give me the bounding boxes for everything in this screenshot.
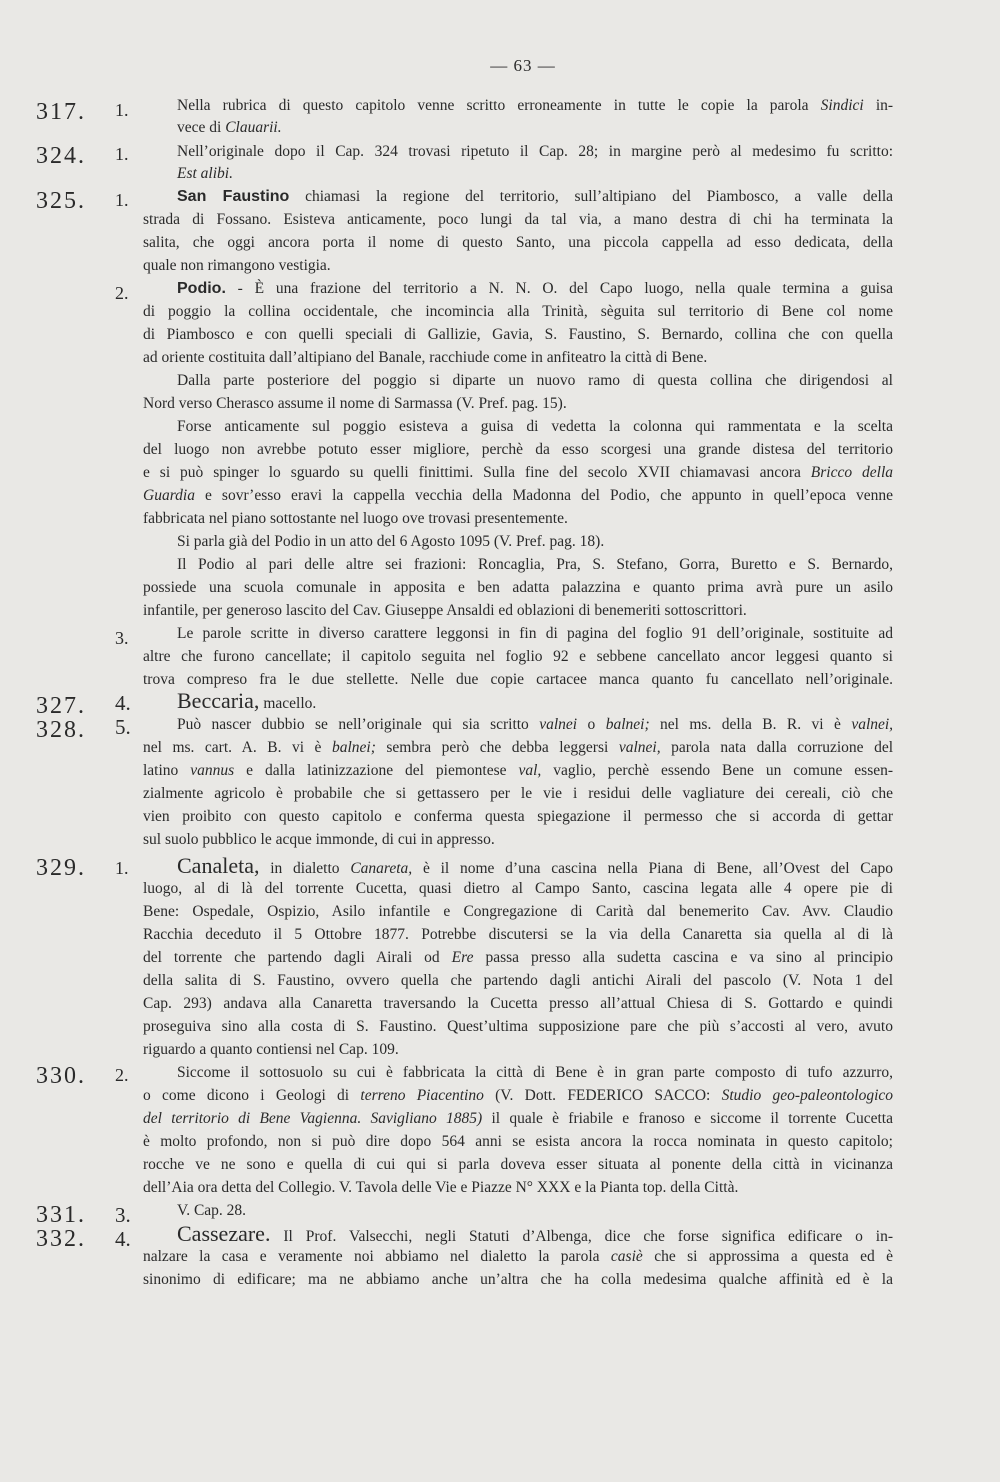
- text-line: ad oriente costituita dall’altipiano del Banale, racchiude come in anfiteatro la città di Bene.: [143, 349, 708, 366]
- text-line: trova compreso fra le due stellette. Nelle due copie cartacee manca quanto fu cancellato nell’originale.: [143, 671, 893, 688]
- text-line: del luogo non avrebbe potuto esser migliore, perchè da esso scorgesi una grande distesa del territorio: [143, 441, 893, 458]
- note-number: 5.: [115, 715, 131, 739]
- note-number: 1.: [115, 100, 129, 120]
- chapter-number: 329.: [36, 855, 86, 881]
- text-line: Nell’originale dopo il Cap. 324 trovasi ripetuto il Cap. 28; in margine però al medesimo fu scritto:: [177, 143, 893, 160]
- text-line: Est alibi.: [177, 165, 233, 182]
- chapter-number: 331.: [36, 1202, 86, 1228]
- text-line: vien proibito con questo capitolo e conferma questa spiegazione il permesso che si accorda di gettar: [143, 808, 893, 825]
- chapter-number: 317.: [36, 99, 86, 125]
- text-line: luogo, al di là del torrente Cucetta, quasi dietro al Campo Santo, cascina legata alle 4 opere pie di: [143, 880, 893, 897]
- note-number: 3.: [115, 628, 129, 648]
- text-line: sinonimo di edificare; ma ne abbiamo anche un’altra che ha colla medesima qualche affinità ed è la: [143, 1271, 893, 1288]
- text-line: quale non rimangono vestigia.: [143, 257, 331, 274]
- text-line: Il Podio al pari delle altre sei frazioni: Roncaglia, Pra, S. Stefano, Gorra, Buretto e S. Bernardo,: [177, 556, 893, 573]
- chapter-number: 327.: [36, 693, 86, 719]
- text-line: V. Cap. 28.: [177, 1202, 247, 1219]
- text-line: Si parla già del Podio in un atto del 6 Agosto 1095 (V. Pref. pag. 18).: [177, 533, 605, 550]
- text-line: sul suolo pubblico le acque immonde, di cui in appresso.: [143, 831, 495, 848]
- text-line: Beccaria, macello.: [177, 688, 317, 713]
- text-line: rocche ve ne sono e quella di cui qui si parla doveva esser situata al ponente della città in vicinanza: [143, 1156, 893, 1173]
- text-line: del territorio di Bene Vagienna. Savigliano 1885) il quale è friabile e franoso e siccome il torrente Cucetta: [143, 1110, 893, 1127]
- chapter-number: 328.: [36, 717, 86, 743]
- note-number: 4.: [115, 691, 131, 715]
- entry-heading: Podio.: [177, 280, 226, 297]
- note-number: 3.: [115, 1203, 131, 1227]
- text-line: Nella rubrica di questo capitolo venne scritto erroneamente in tutte le copie la parola Sindici in-: [177, 97, 894, 114]
- entry-heading: Cassezare.: [177, 1221, 271, 1246]
- text-line: Cassezare. Il Prof. Valsecchi, negli Statuti d’Albenga, dice che forse significa edificare o in-: [177, 1221, 894, 1246]
- text-line: riguardo a quanto contiensi nel Cap. 109.: [143, 1041, 399, 1058]
- text-line: zialmente agricolo è probabile che si gettassero per le vie i residui delle vagliature dei cereali, ciò che: [143, 785, 893, 802]
- text-line: infantile, per generoso lascito del Cav. Giuseppe Ansaldi ed oblazioni di benemeriti sottoscrittori.: [143, 602, 747, 619]
- text-line: Canaleta, in dialetto Canareta, è il nome d’una cascina nella Piana di Bene, all’Ovest del Capo: [177, 853, 893, 878]
- text-line: fabbricata nel piano sottostante nel luogo ove trovasi presentemente.: [143, 510, 568, 527]
- text-line: Le parole scritte in diverso carattere leggonsi in fin di pagina del foglio 91 dell’originale, sostituite ad: [177, 625, 893, 642]
- text-line: di poggio la collina occidentale, che incomincia alla Trinità, sèguita sul territorio di Bene col nome: [143, 303, 893, 320]
- text-line: altre che furono cancellate; il capitolo seguita nel foglio 92 e sebbene cancellato ancor leggesi quanto si: [143, 648, 893, 665]
- text-line: di Piambosco e con quelli speciali di Gallizie, Gavia, S. Faustino, S. Bernardo, collina che con quella: [143, 326, 893, 343]
- chapter-number: 330.: [36, 1063, 86, 1089]
- page-number: — 63 —: [490, 56, 556, 75]
- note-number: 2.: [115, 283, 129, 303]
- text-line: Dalla parte posteriore del poggio si diparte un nuovo ramo di questa collina che dirigendosi al: [177, 372, 893, 389]
- text-line: salita, che oggi ancora porta il nome di questo Santo, una piccola cappella ad esso dedicata, della: [143, 234, 893, 251]
- text-line: è molto profondo, non si può dire dopo 564 anni se esista ancora la rocca nominata in questo capitolo;: [143, 1133, 893, 1150]
- note-number: 1.: [115, 190, 129, 210]
- text-line: proseguiva sino alla costa di S. Faustino. Quest’ultima supposizione pare che più s’accosti al vero, avuto: [143, 1018, 893, 1035]
- text-line: Racchia deceduto il 5 Ottobre 1877. Potrebbe discutersi se la via della Canaretta sia quella al di là: [143, 926, 893, 943]
- text-line: latino vannus e dalla latinizzazione del piemontese val, vaglio, perchè essendo Bene un comune essen-: [143, 762, 894, 779]
- note-number: 1.: [115, 858, 129, 878]
- text-line: Cap. 293) andava alla Canaretta traversando la Cucetta presso all’attual Chiesa di S. Gottardo e quindi: [143, 995, 893, 1012]
- text-line: Guardia e sovr’esso eravi la cappella vecchia della Madonna del Podio, che appunto in quell’epoca venne: [143, 487, 893, 504]
- text-line: della salita di S. Faustino, ovvero quella che partendo dagli antichi Airali del pascolo (V. Nota 1 del: [143, 972, 893, 989]
- text-line: nalzare la casa e veramente noi abbiamo nel dialetto la parola casiè che si approssima a questa ed è: [143, 1248, 894, 1265]
- entry-heading: Canaleta,: [177, 853, 260, 878]
- text-line: nel ms. cart. A. B. vi è balnei; sembra però che debba leggersi valnei, parola nata dalla corruzione del: [143, 739, 894, 756]
- entry-heading: Beccaria,: [177, 688, 260, 713]
- text-line: Podio. - È una frazione del territorio a N. N. O. del Capo luogo, nella quale termina a guisa: [177, 280, 893, 297]
- text-line: strada di Fossano. Esisteva anticamente, poco lungi da tal via, a mano destra di chi ha terminata la: [143, 211, 893, 228]
- chapter-number: 325.: [36, 188, 86, 214]
- entry-heading: San Faustino: [177, 188, 290, 205]
- chapter-number: 324.: [36, 143, 86, 169]
- text-line: Bene: Ospedale, Ospizio, Asilo infantile e Congregazione di Carità dal benemerito Cav. Avv. Claudio: [143, 903, 893, 920]
- text-line: San Faustino chiamasi la regione del territorio, sull’altipiano del Piambosco, a valle della: [177, 188, 894, 205]
- note-number: 2.: [115, 1065, 129, 1085]
- text-line: e si può spinger lo sguardo su quelli finittimi. Sulla fine del secolo XVII chiamavasi ancora Bricco della: [143, 464, 894, 481]
- text-line: dell’Aia ora detta del Collegio. V. Tavola delle Vie e Piazze N° XXX e la Pianta top. della Città.: [143, 1179, 739, 1196]
- text-line: Nord verso Cherasco assume il nome di Sarmassa (V. Pref. pag. 15).: [143, 395, 567, 412]
- chapter-number: 332.: [36, 1226, 86, 1252]
- text-line: possiede una scuola comunale in apposita e ben adatta palazzina e quanto prima avrà pure un asilo: [143, 579, 893, 596]
- text-line: vece di Clauarii.: [177, 119, 282, 136]
- note-number: 1.: [115, 144, 129, 164]
- text-line: Può nascer dubbio se nell’originale qui sia scritto valnei o balnei; nel ms. della B. R. vi è valnei,: [177, 716, 894, 733]
- text-line: Forse anticamente sul poggio esisteva a guisa di vedetta la colonna qui rammentata e la scelta: [177, 418, 893, 435]
- text-line: o come dicono i Geologi di terreno Piacentino (V. Dott. FEDERICO SACCO: Studio geo-paleontologico: [143, 1087, 894, 1104]
- text-line: del torrente che partendo dagli Airali od Ere passa presso alla sudetta cascina e va sino al principio: [143, 949, 893, 966]
- note-number: 4.: [115, 1227, 131, 1251]
- text-line: Siccome il sottosuolo su cui è fabbricata la città di Bene è in gran parte composto di tufo azzurro,: [177, 1064, 893, 1081]
